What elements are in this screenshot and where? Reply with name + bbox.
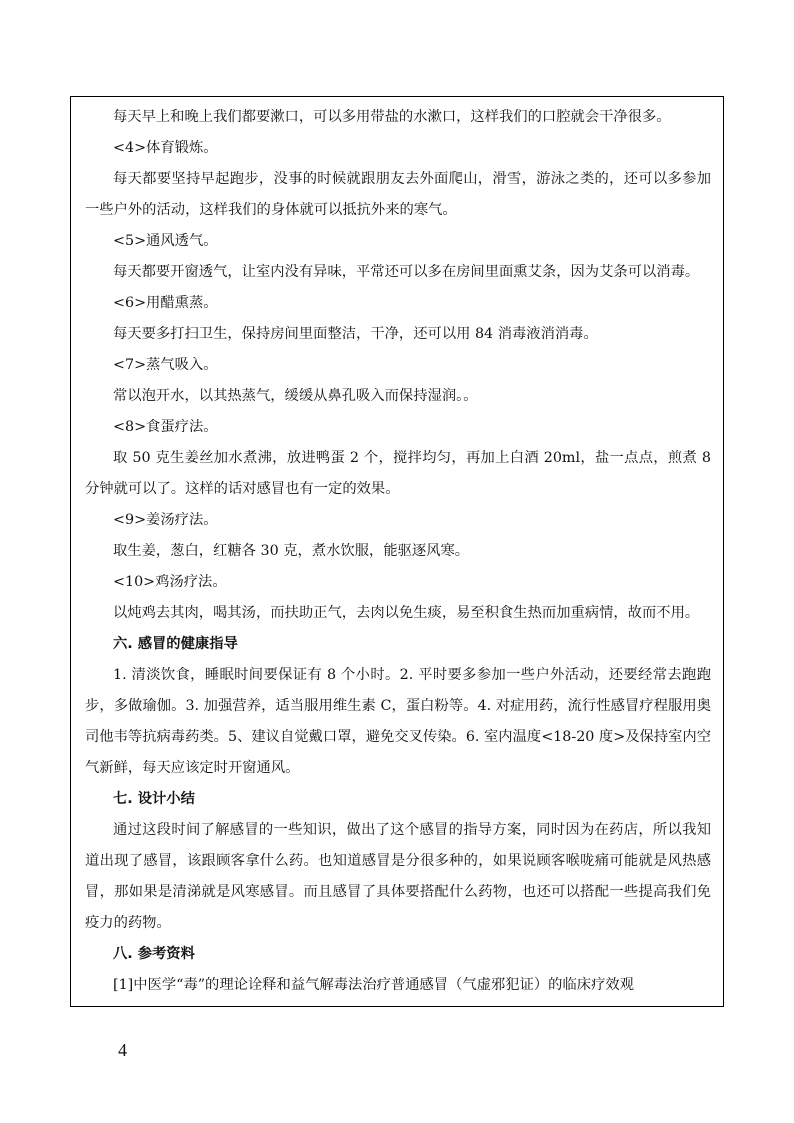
paragraph: 常以泡开水，以其热蒸气，缓缓从鼻孔吸入而保持湿润。。: [113, 388, 478, 404]
paragraph: 每天都要坚持早起跑步，没事的时候就跟朋友去外面爬山，滑雪，游泳之类的，还可以多参加一些户外的活动，这样我们的身体就可以抵抗外来的寒气。: [85, 171, 711, 218]
document-body: [85, 97, 711, 1001]
paragraph: <8>食蛋疗法。: [113, 419, 218, 435]
paragraph: 取 50 克生姜丝加水煮沸，放进鸭蛋 2 个，搅拌均匀，再加上白酒 20ml，盐一点点，煎煮 8 分钟就可以了。这样的话对感冒也有一定的效果。: [85, 450, 711, 497]
paragraph: <10>鸡汤疗法。: [113, 574, 227, 590]
page-number: 4: [118, 1040, 127, 1060]
section-heading: 六. 感冒的健康指导: [113, 636, 238, 652]
paragraph: <5>通风透气。: [113, 233, 218, 249]
paragraph: 每天早上和晚上我们都要漱口，可以多用带盐的水漱口，这样我们的口腔就会干净很多。: [113, 109, 671, 125]
paragraph: <4>体育锻炼。: [113, 140, 218, 156]
section-heading: 七. 设计小结: [113, 791, 195, 807]
paragraph: 取生姜，葱白，红糖各 30 克，煮水饮服，能驱逐风寒。: [113, 543, 470, 559]
paragraph: <7>蒸气吸入。: [113, 357, 218, 373]
paragraph: 1. 清淡饮食，睡眠时间要保证有 8 个小时。2. 平时要多参加一些户外活动，还要经常去跑跑步，多做瑜伽。3. 加强营养，适当服用维生素 C，蛋白粉等。4. 对症用药，流行性感冒疗程服用奥司他韦等抗病毒药类。5、建议自觉戴口罩，避免交叉传染。6. 室内温度<18-20 度>及保持室内空气新鲜，每天应该定时开窗通风。: [85, 667, 711, 776]
section-heading: 八. 参考资料: [113, 946, 195, 962]
paragraph: 通过这段时间了解感冒的一些知识，做出了这个感冒的指导方案，同时因为在药店，所以我知道出现了感冒，该跟顾客拿什么药。也知道感冒是分很多种的，如果说顾客喉咙痛可能就是风热感冒，那如果是清涕就是风寒感冒。而且感冒了具体要搭配什么药物，也还可以搭配一些提高我们免疫力的药物。: [85, 822, 711, 931]
paragraph: <9>姜汤疗法。: [113, 512, 218, 528]
content-frame: [70, 96, 724, 1007]
paragraph: [1]中医学“毒”的理论诠释和益气解毒法治疗普通感冒（气虚邪犯证）的临床疗效观: [113, 977, 634, 993]
paragraph: 以炖鸡去其肉，喝其汤，而扶助正气，去肉以免生痰，易至积食生热而加重病情，故而不用。: [113, 605, 700, 621]
paragraph: <6>用醋熏蒸。: [113, 295, 218, 311]
paragraph: 每天要多打扫卫生，保持房间里面整洁，干净，还可以用 84 消毒液消消毒。: [113, 326, 598, 342]
paragraph: 每天都要开窗透气，让室内没有异味，平常还可以多在房间里面熏艾条，因为艾条可以消毒。: [113, 264, 700, 280]
